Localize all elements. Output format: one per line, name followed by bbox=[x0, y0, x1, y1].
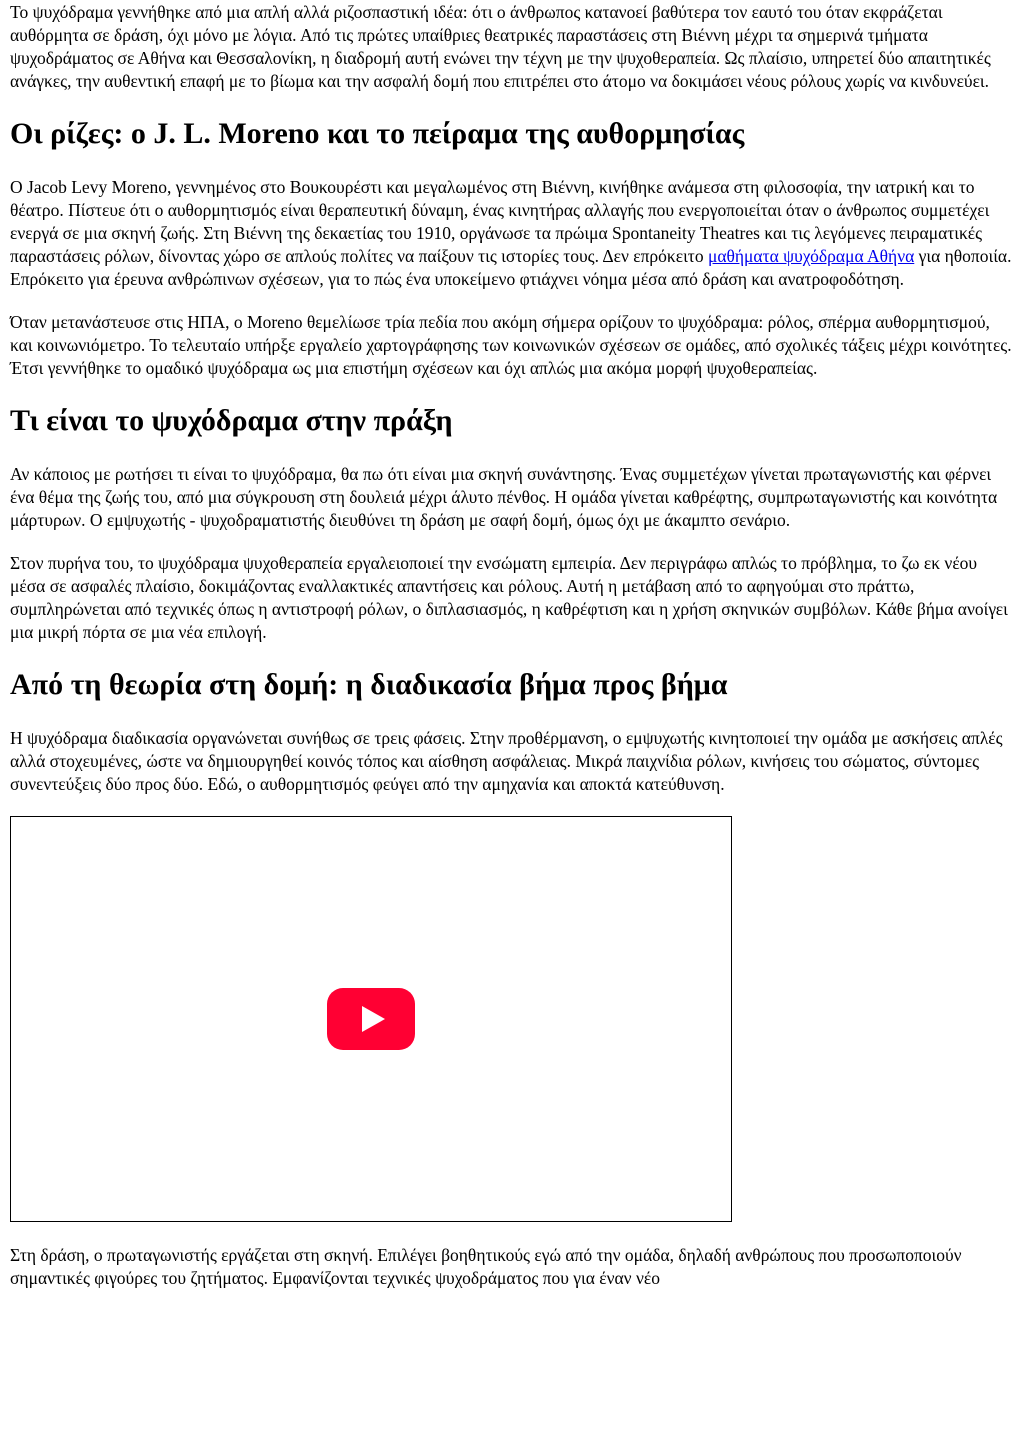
roots-paragraph-2: Όταν μετανάστευσε στις ΗΠΑ, ο Moreno θεμελίωσε τρία πεδία που ακόμη σήμερα ορίζουν το ψυχόδραμα: ρόλος, σπέρμα αυθορμητισμού, και κοινωνιόμετρο. Το τελευταίο υπήρξε εργαλείο χαρτογράφησης των κοινωνικών σχέσεων σε ομάδες, από σχολικές τάξεις μέχρι κοινότητες. Έτσι γεννήθηκε το ομαδικό ψυχόδραμα ως μια επιστήμη σχέσεων και όχι απλώς μια ακόμα μορφή ψυχοθεραπείας. bbox=[10, 312, 1012, 378]
section-heading-practice: Τι είναι το ψυχόδραμα στην πράξη bbox=[10, 404, 453, 437]
video-embed[interactable] bbox=[10, 816, 732, 1222]
play-button-icon[interactable] bbox=[327, 988, 415, 1050]
roots-text-after-link: για ηθοποιία. Επρόκειτο για έρευνα ανθρώπινων σχέσεων, για το πώς ένα υποκείμενο φτιάχνει νόημα μέσα από δράση και ανατροφοδότηση. bbox=[10, 246, 1012, 289]
process-paragraph-1: Η ψυχόδραμα διαδικασία οργανώνεται συνήθως σε τρεις φάσεις. Στην προθέρμανση, ο εμψυχωτής κινητοποιεί την ομάδα με ασκήσεις απλές αλλά στοχευμένες, ώστε να δημιουργηθεί κοινός τόπος και αίσθηση ασφάλειας. Μικρά παιχνίδια ρόλων, κινήσεις του σώματος, σύντομες συνεντεύξεις δύο προς δύο. Εδώ, ο αυθορμητισμός φεύγει από την αμηχανία και αποκτά κατεύθυνση. bbox=[10, 728, 1003, 794]
practice-paragraph-2: Στον πυρήνα του, το ψυχόδραμα ψυχοθεραπεία εργαλειοποιεί την ενσώματη εμπειρία. Δεν περιγράφω απλώς το πρόβλημα, το ζω εκ νέου μέσα σε ασφαλές πλαίσιο, δοκιμάζοντας εναλλακτικές απαντήσεις και ρόλους. Αυτή η μετάβαση από το αφηγούμαι στο πράττω, συμπληρώνεται από τεχνικές όπως η αντιστροφή ρόλων, ο διπλασιασμός, η καθρέφτιση και η χρήση σκηνικών συμβόλων. Κάθε βήμα ανοίγει μια μικρή πόρτα σε μια νέα επιλογή. bbox=[10, 553, 1008, 642]
practice-paragraph-1: Αν κάποιος με ρωτήσει τι είναι το ψυχόδραμα, θα πω ότι είναι μια σκηνή συνάντησης. Ένας συμμετέχων γίνεται πρωταγωνιστής και φέρνει ένα θέμα της ζωής του, από μια σύγκρουση στη δουλειά μέχρι άλυτο πένθος. Η ομάδα γίνεται καθρέφτης, συμπρωταγωνιστής και κοινότητα μάρτυρων. Ο εμψυχωτής - ψυχοδραματιστής διευθύνει τη δράση με σαφή δομή, όμως όχι με άκαμπτο σενάριο. bbox=[10, 464, 998, 530]
psychodrama-lessons-athens-link[interactable]: μαθήματα ψυχόδραμα Αθήνα bbox=[707, 246, 915, 266]
section-heading-roots: Οι ρίζες: ο J. L. Moreno και το πείραμα της αυθορμησίας bbox=[10, 117, 745, 150]
intro-paragraph: Το ψυχόδραμα γεννήθηκε από μια απλή αλλά ριζοσπαστική ιδέα: ότι ο άνθρωπος κατανοεί βαθύτερα τον εαυτό του όταν εκφράζεται αυθόρμητα σε δράση, όχι μόνο με λόγια. Από τις πρώτες υπαίθριες θεατρικές παραστάσεις στη Βιέννη μέχρι τα σημερινά τμήματα ψυχοδράματος σε Αθήνα και Θεσσαλονίκη, η διαδρομή αυτή ενώνει την τέχνη με την ψυχοθεραπεία. Ως πλαίσιο, υπηρετεί δύο απαιτητικές ανάγκες, την αυθεντική επαφή με το βίωμα και την ασφαλή δομή που επιτρέπει στο άτομο να δοκιμάσει νέους ρόλους χωρίς να κινδυνεύει. bbox=[10, 2, 991, 91]
roots-text-before-link: Ο Jacob Levy Moreno, γεννημένος στο Βουκουρέστι και μεγαλωμένος στη Βιέννη, κινήθηκε ανάμεσα στη φιλοσοφία, την ιατρική και το θέατρο. Πίστευε ότι ο αυθορμητισμός είναι θεραπευτική δύναμη, ένας κινητήρας αλλαγής που ενεργοποιείται όταν ο άνθρωπος συμμετέχει ενεργά σε μια σκηνή ζωής. Στη Βιέννη της δεκαετίας του 1910, οργάνωσε τα πρώιμα Spontaneity Theatres και τις λεγόμενες πειραματικές παραστάσεις ρόλων, δίνοντας χώρο σε απλούς πολίτες να παίξουν τις ιστορίες τους. Δεν επρόκειτο bbox=[10, 177, 990, 266]
section-heading-process: Από τη θεωρία στη δομή: η διαδικασία βήμα προς βήμα bbox=[10, 668, 728, 701]
process-paragraph-2: Στη δράση, ο πρωταγωνιστής εργάζεται στη σκηνή. Επιλέγει βοηθητικούς εγώ από την ομάδα, δηλαδή ανθρώπους που προσωποποιούν σημαντικές φιγούρες του ζητήματος. Εμφανίζονται τεχνικές ψυχοδράματος που για έναν νέο bbox=[10, 1245, 962, 1288]
roots-paragraph-1 bbox=[10, 176, 1014, 291]
